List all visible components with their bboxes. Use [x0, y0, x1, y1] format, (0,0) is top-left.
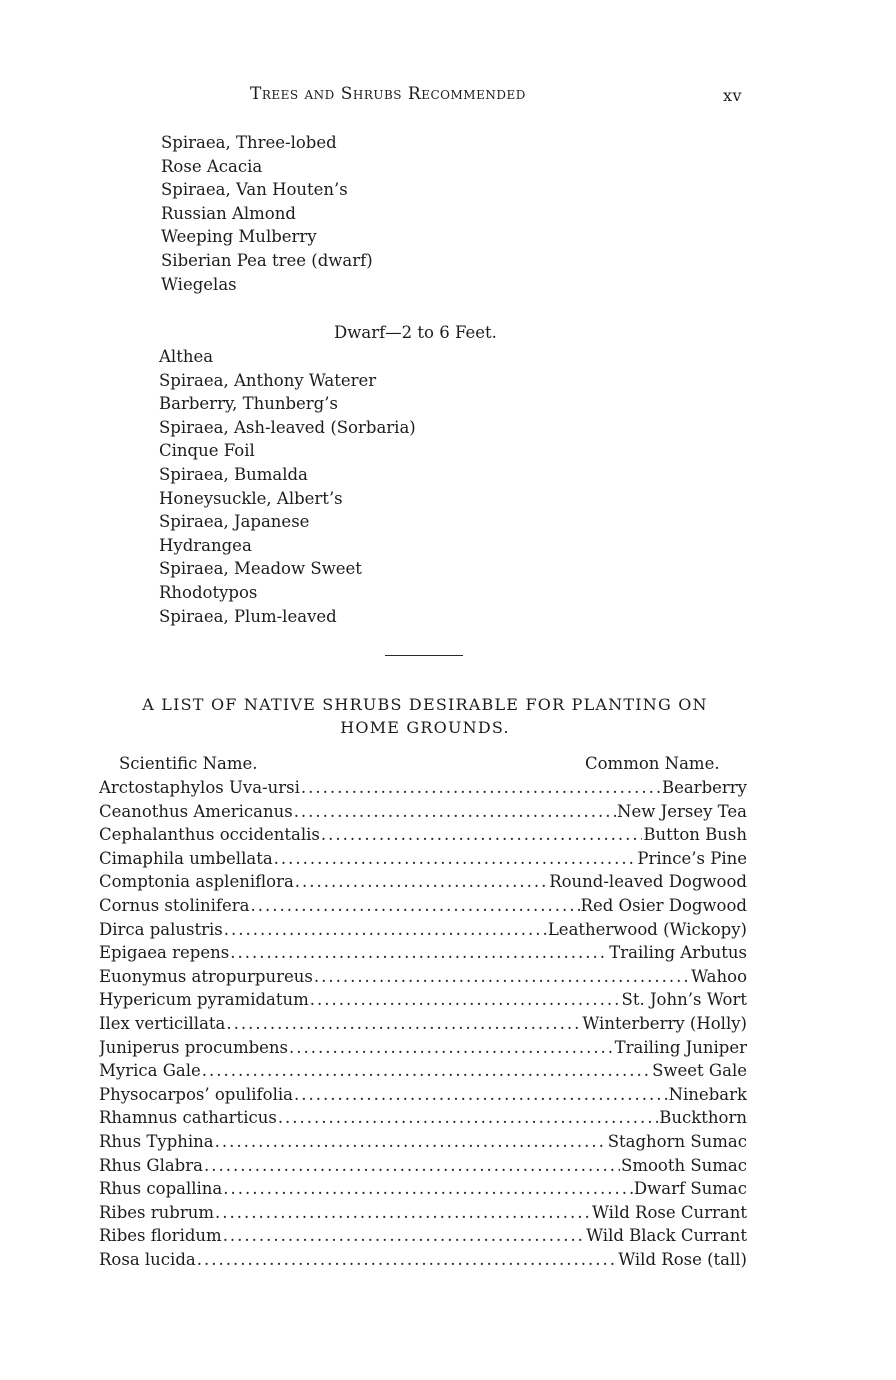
list-item: Spiraea, Van Houten’s [161, 180, 348, 200]
column-header-scientific: Scientific Name. [119, 754, 258, 773]
scientific-name: Arctostaphylos Uva-ursi [99, 778, 300, 797]
common-name: Wild Rose Currant [592, 1202, 747, 1222]
dwarf-list-item: Spiraea, Plum-leaved [159, 606, 337, 626]
dwarf-list-item: Hydrangea [159, 535, 252, 555]
common-name: Smooth Sumac [621, 1155, 747, 1175]
scientific-name: Euonymus atropurpureus [99, 966, 313, 986]
dot-leader [204, 1156, 620, 1175]
common-name: Sweet Gale [652, 1061, 747, 1081]
dot-leader [224, 920, 547, 939]
table-row [99, 990, 747, 1014]
scientific-name: Rhus copallina [99, 1179, 223, 1199]
dwarf-list-item: Spiraea, Japanese [159, 512, 310, 532]
table-row [99, 943, 747, 967]
dot-leader [226, 1014, 581, 1033]
dot-leader [215, 1132, 607, 1151]
dot-leader [295, 872, 548, 891]
scientific-name: Cornus stolinifera [99, 895, 250, 915]
scientific-name: Rhus Glabra [99, 1155, 203, 1175]
list-item: Spiraea, Three-lobed [161, 133, 337, 152]
dwarf-heading: Dwarf—2 to 6 Feet. [334, 323, 497, 342]
dwarf-list-item: Althea [159, 347, 214, 366]
scientific-name: Hypericum pyramidatum [99, 990, 309, 1010]
table-row [99, 1061, 747, 1085]
table-row [99, 802, 747, 826]
dot-leader [289, 1038, 614, 1057]
scientific-name: Rhamnus catharticus [99, 1108, 277, 1128]
dot-leader [294, 1085, 668, 1104]
scientific-name: Cimaphila umbellata [99, 848, 273, 868]
common-name: Buckthorn [659, 1108, 747, 1128]
running-head: Trees and Shrubs Recommended [250, 84, 526, 104]
dwarf-list-item: Honeysuckle, Albert’s [159, 488, 343, 508]
common-name: New Jersey Tea [617, 801, 747, 821]
table-row [99, 1085, 747, 1109]
common-name: Wild Rose (tall) [618, 1249, 747, 1269]
table-row [99, 1038, 747, 1062]
dot-leader [197, 1250, 618, 1269]
table-row [99, 896, 747, 920]
scientific-name: Ceanothus Americanus [99, 801, 293, 821]
section-divider [385, 655, 463, 656]
table-row [99, 920, 747, 944]
scientific-name: Rosa lucida [99, 1249, 196, 1269]
dot-leader [251, 896, 580, 915]
table-row [99, 1203, 747, 1227]
dot-leader [223, 1179, 633, 1198]
dwarf-list-item: Spiraea, Bumalda [159, 464, 308, 484]
table-row [99, 1250, 747, 1274]
common-name: Bearberry [661, 778, 747, 797]
scientific-name: Physocarpos’ opulifolia [99, 1084, 293, 1104]
list-item: Weeping Mulberry [161, 227, 317, 247]
scientific-name: Ribes floridum [99, 1226, 222, 1246]
common-name: Trailing Arbutus [609, 943, 747, 963]
scientific-name: Juniperus procumbens [99, 1037, 289, 1057]
common-name: Leatherwood (Wickopy) [547, 919, 747, 939]
dwarf-shrub-list [159, 345, 416, 628]
dwarf-list-item: Barberry, Thunberg’s [159, 394, 338, 414]
common-name: Button Bush [643, 825, 747, 845]
common-name: Red Osier Dogwood [580, 895, 747, 915]
table-row [99, 872, 747, 896]
scientific-name: Rhus Typhina [99, 1131, 214, 1151]
dot-leader [274, 849, 637, 868]
table-row [99, 1132, 747, 1156]
dot-leader [215, 1203, 591, 1222]
dot-leader [202, 1061, 651, 1080]
dwarf-list-item: Spiraea, Ash-leaved (Sorbaria) [159, 417, 416, 437]
scientific-name: Ribes rubrum [99, 1202, 214, 1222]
common-name: Wahoo [691, 966, 747, 986]
dwarf-list-item: Cinque Foil [159, 441, 255, 461]
list-item: Russian Almond [161, 203, 296, 223]
scientific-name: Comptonia aspleniflora [99, 872, 294, 892]
native-shrub-table [99, 778, 747, 1273]
common-name: Staghorn Sumac [607, 1131, 747, 1151]
table-row [99, 1014, 747, 1038]
common-name: Dwarf Sumac [633, 1179, 747, 1199]
common-name: Winterberry (Holly) [582, 1013, 747, 1033]
scientific-name: Dirca palustris [99, 919, 223, 939]
scientific-name: Ilex verticillata [99, 1013, 226, 1033]
dwarf-list-item: Rhodotypos [159, 582, 258, 602]
common-name: Wild Black Currant [586, 1226, 747, 1246]
table-row [99, 825, 747, 849]
dot-leader [223, 1226, 585, 1245]
list-item: Wiegelas [161, 274, 237, 294]
page-number: xv [723, 86, 743, 105]
dot-leader [230, 943, 608, 962]
scientific-name: Epigaea repens [99, 943, 230, 963]
native-shrubs-title [100, 693, 750, 739]
dot-leader [321, 825, 642, 844]
title-line-1: A LIST OF NATIVE SHRUBS DESIRABLE FOR PLANTING ON [142, 695, 708, 714]
table-row [99, 1179, 747, 1203]
common-name: Ninebark [668, 1084, 747, 1104]
table-row [99, 849, 747, 873]
table-row [99, 1156, 747, 1180]
list-item: Siberian Pea tree (dwarf) [161, 250, 373, 270]
common-name: Round-leaved Dogwood [549, 872, 747, 892]
table-row [99, 967, 747, 991]
dot-leader [294, 802, 616, 821]
dot-leader [310, 990, 621, 1009]
table-row [99, 778, 747, 802]
shrub-list-upper [161, 131, 373, 296]
table-row [99, 1226, 747, 1250]
common-name: Trailing Juniper [614, 1037, 747, 1057]
dot-leader [314, 967, 690, 986]
scientific-name: Myrica Gale [99, 1061, 201, 1081]
table-row [99, 1108, 747, 1132]
list-item: Rose Acacia [161, 156, 263, 176]
dot-leader [301, 778, 661, 797]
dwarf-list-item: Spiraea, Anthony Waterer [159, 370, 377, 390]
dwarf-list-item: Spiraea, Meadow Sweet [159, 559, 362, 579]
column-header-common: Common Name. [585, 754, 720, 773]
common-name: Prince’s Pine [637, 848, 747, 868]
scientific-name: Cephalanthus occidentalis [99, 825, 320, 845]
dot-leader [278, 1108, 658, 1127]
common-name: St. John’s Wort [621, 990, 747, 1010]
title-line-2: HOME GROUNDS. [340, 718, 510, 737]
